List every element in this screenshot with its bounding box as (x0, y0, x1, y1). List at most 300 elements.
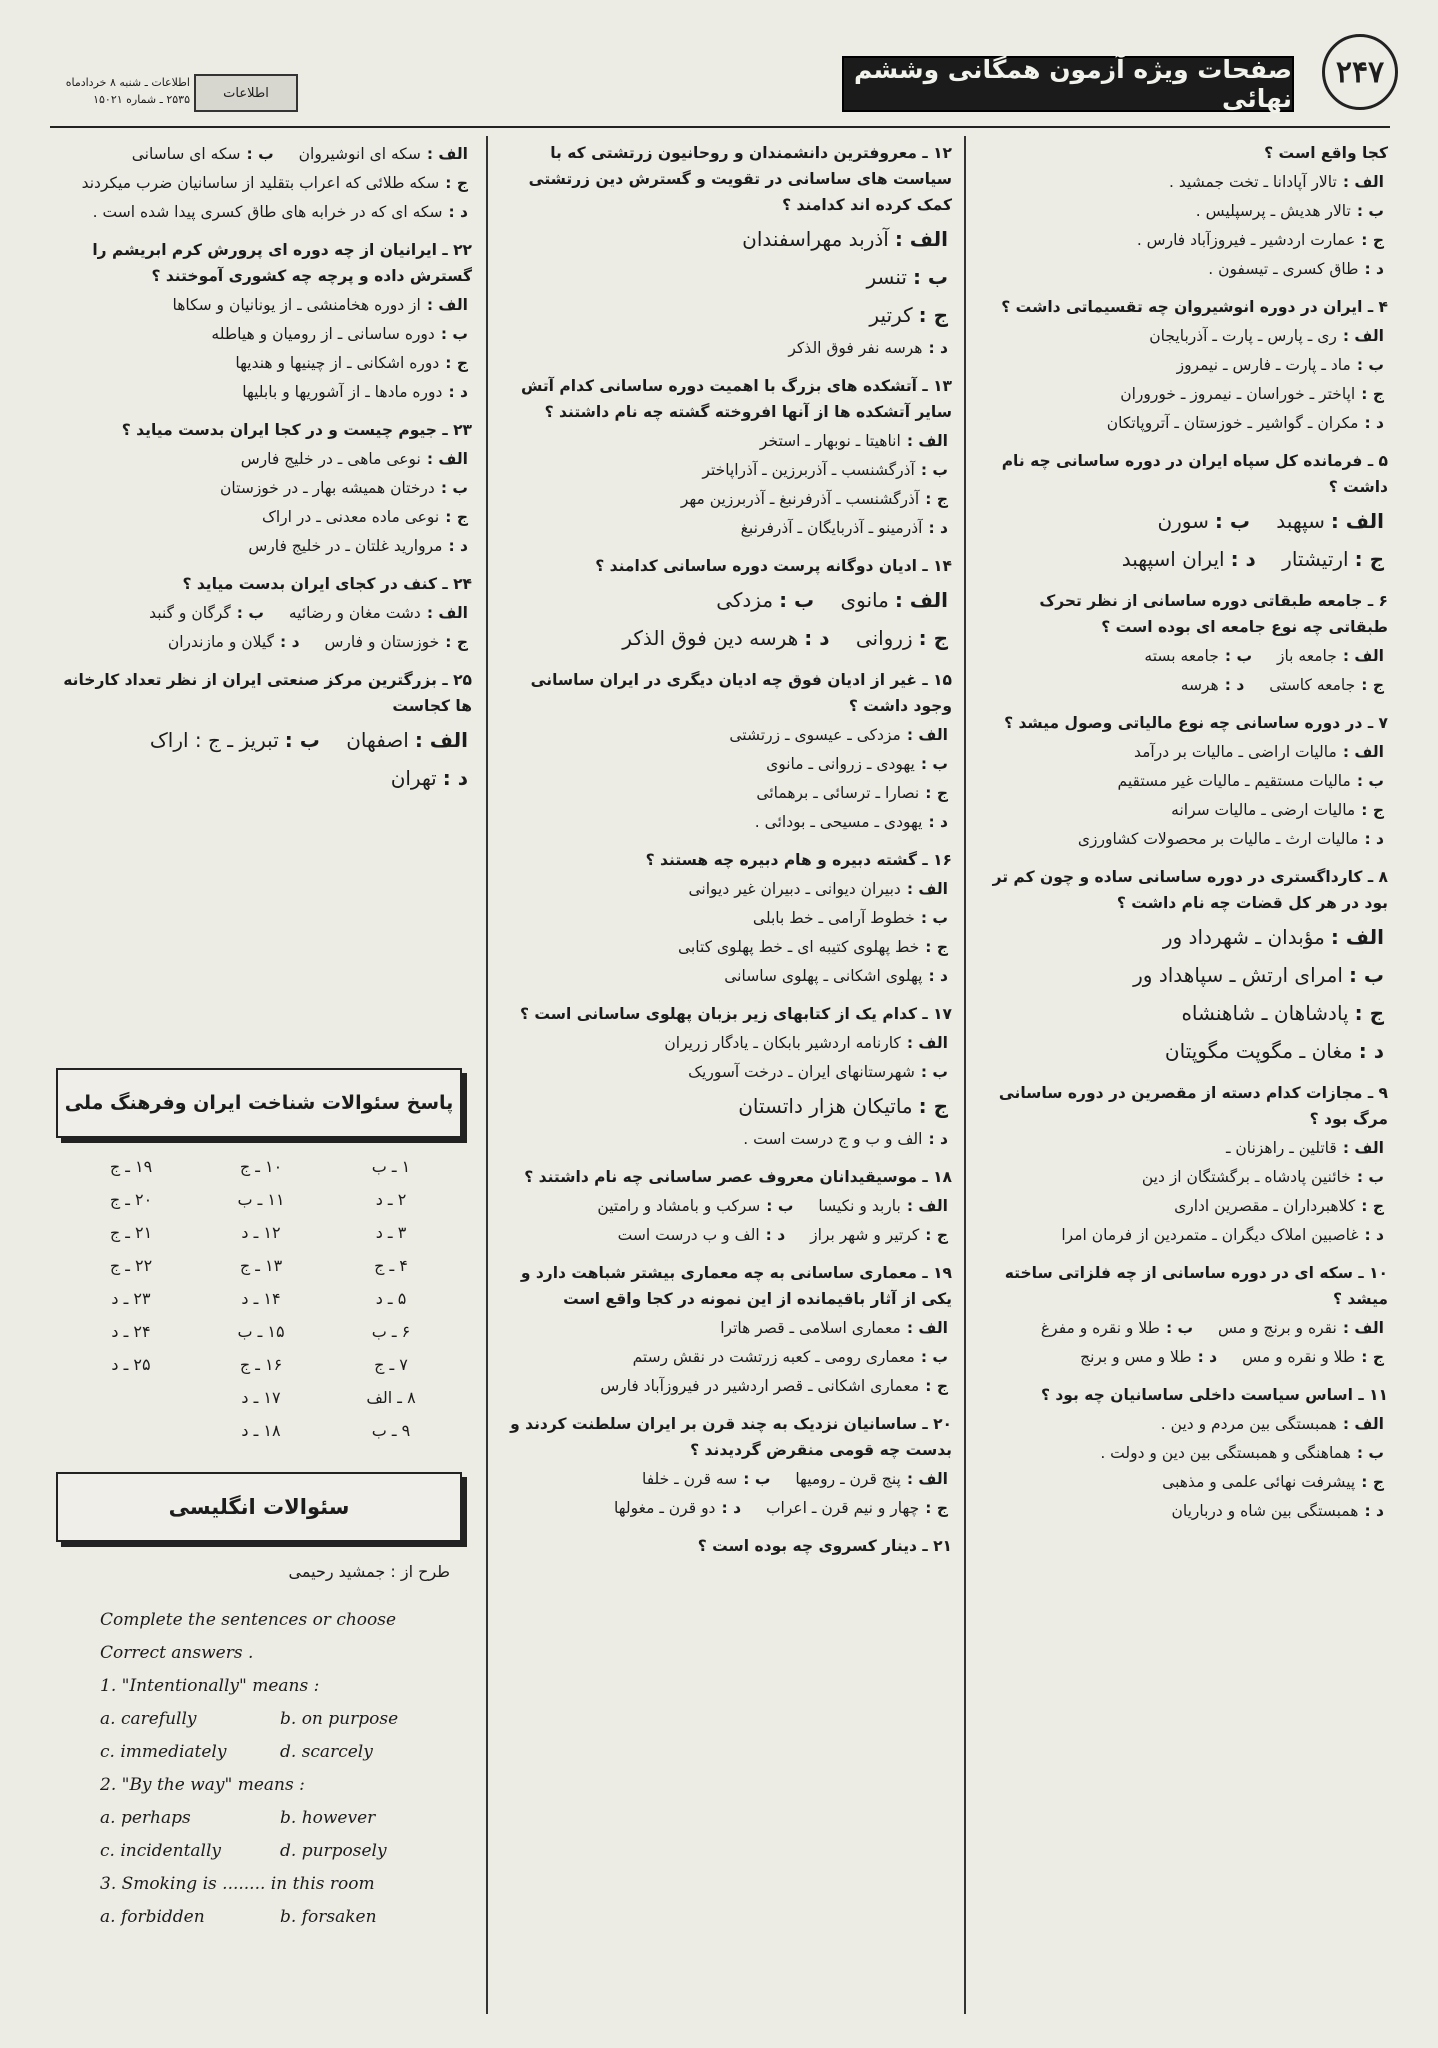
question-text: ۱۰ ـ سکه ای در دوره ساسانی از چه فلزاتی ساخته میشد ؟ (1004, 1264, 1388, 1308)
question-block (500, 1001, 952, 1164)
answer-option-row (976, 1314, 1388, 1343)
option-label: ج : (918, 1094, 948, 1118)
answer-option (976, 1134, 1388, 1163)
option-separator (751, 1499, 756, 1517)
answer-key-item: ۱۹ ـ ج (109, 1157, 153, 1176)
question-text: ۸ ـ کارداگستری در دوره ساسانی ساده و چون کم تر بود در هر کل قضات چه نام داشت ؟ (992, 868, 1388, 912)
option-label: ج : (445, 633, 468, 651)
spacer (500, 1250, 952, 1260)
option-text: عمارت اردشیر ـ فیروزآباد فارس . (1136, 231, 1356, 249)
option-text: شهرستانهای ایران ـ درخت آسوریک (688, 1063, 915, 1081)
option-label: ب : (743, 1470, 771, 1488)
question-text: ۲۲ ـ ایرانیان از چه دوره ای پرورش کرم ابریشم را گسترش داده و پرچه چه کشوری آموختند ؟ (92, 241, 472, 285)
question-text: ۲۴ ـ کنف در کجای ایران بدست میاید ؟ (182, 575, 472, 593)
answer-option (52, 474, 472, 503)
answer-option (976, 168, 1388, 197)
answer-option (500, 962, 952, 991)
option-text: زروانی (855, 626, 913, 650)
column-right (976, 140, 1388, 1536)
option-text: معماری اشکانی ـ قصر اردشیر در فیروزآباد فارس (600, 1377, 920, 1395)
option-label: ب : (1356, 1444, 1384, 1462)
option-label: ج : (445, 174, 468, 192)
question-text: ۲۱ ـ دینار کسروی چه بوده است ؟ (697, 1537, 952, 1555)
option-label: ج : (925, 1226, 948, 1244)
option-text: آذربد مهراسفندان (742, 227, 889, 251)
option-text: یهودی ـ مسیحی ـ بودائی . (754, 813, 923, 831)
english-option: a. perhaps (100, 1808, 191, 1828)
option-label: د : (928, 967, 948, 985)
answer-option (500, 779, 952, 808)
spacer (976, 1372, 1388, 1382)
option-text: طلا و نقره و مس (1242, 1348, 1356, 1366)
spacer (976, 854, 1388, 864)
answer-option (500, 904, 952, 933)
english-option: c. immediately (100, 1742, 227, 1762)
option-label: ب : (440, 479, 468, 497)
option-label: الف : (426, 604, 468, 622)
option-text: مزدکی ـ عیسوی ـ زرتشتی (729, 726, 901, 744)
option-label: الف : (906, 432, 948, 450)
option-text: تنسر (866, 265, 907, 289)
english-option: d. scarcely (280, 1742, 373, 1762)
option-label: د : (1224, 676, 1245, 694)
option-text: جامعه کاستی (1269, 676, 1356, 694)
question-block (976, 294, 1388, 448)
option-label: ب : (1214, 509, 1250, 533)
question-block (976, 588, 1388, 710)
english-instructions: Complete the sentences or choose (100, 1610, 397, 1630)
newspaper-logo: اطلاعات (194, 74, 298, 112)
option-text: الف و ب و ج درست است . (743, 1130, 923, 1148)
question-block (500, 1533, 952, 1571)
option-label: ب : (1356, 1168, 1384, 1186)
question-block (52, 417, 472, 571)
option-text: معماری رومی ـ کعبه زرتشت در نقش رستم (632, 1348, 915, 1366)
option-label: د : (448, 537, 468, 555)
option-separator (1227, 1348, 1232, 1366)
option-label: الف : (426, 145, 468, 163)
option-text: ایران اسپهبد (1121, 547, 1225, 571)
spacer (500, 837, 952, 847)
spacer (976, 700, 1388, 710)
option-label: د : (448, 203, 468, 221)
answer-option (52, 503, 472, 532)
option-label: الف : (906, 1197, 948, 1215)
option-text: الف و ب درست است (617, 1226, 760, 1244)
answer-option (500, 296, 952, 334)
column-rule (486, 136, 488, 2014)
option-label: ج : (1361, 1348, 1384, 1366)
option-separator (1254, 676, 1259, 694)
option-label: الف : (1342, 173, 1384, 191)
option-text: خطوط آرامی ـ خط بابلی (752, 909, 915, 927)
option-label: الف : (414, 728, 468, 752)
answer-option (500, 750, 952, 779)
option-label: د : (765, 1226, 786, 1244)
answer-option (500, 1372, 952, 1401)
spacer (52, 657, 472, 667)
option-label: د : (721, 1499, 742, 1517)
option-text: سکه ای ساسانی (131, 145, 241, 163)
option-text: خط پهلوی کتیبه ای ـ خط پهلوی کتابی (677, 938, 920, 956)
option-label: الف : (1330, 509, 1384, 533)
option-text: نقره و برنج و مس (1218, 1319, 1337, 1337)
option-text: دوره ساسانی ـ از رومیان و هیاطله (211, 325, 435, 343)
question-block (52, 237, 472, 417)
option-text: تالار هدیش ـ پرسپلیس . (1195, 202, 1351, 220)
answer-option-row (52, 628, 472, 657)
spacer (500, 1561, 952, 1571)
option-text: معماری اسلامی ـ قصر هاترا (720, 1319, 901, 1337)
question-block (976, 448, 1388, 588)
option-text: پنج قرن ـ رومیها (795, 1470, 901, 1488)
answer-option (976, 767, 1388, 796)
option-label: ج : (1361, 1197, 1384, 1215)
column-left (52, 140, 472, 807)
spacer (500, 657, 952, 667)
answer-option (500, 1125, 952, 1154)
question-block (500, 140, 952, 373)
option-label: ج : (918, 626, 948, 650)
spacer (500, 991, 952, 1001)
option-text: مکران ـ گواشیر ـ خوزستان ـ آتروپاتکان (1106, 414, 1359, 432)
option-label: د : (928, 1130, 948, 1148)
option-separator (330, 728, 336, 752)
column-rule (964, 136, 966, 2014)
answer-option (500, 456, 952, 485)
answer-key-item: ۱۱ ـ ب (237, 1190, 285, 1209)
answer-key-item: ۱۲ ـ د (241, 1223, 281, 1242)
option-separator (274, 604, 279, 622)
option-label: د : (1364, 830, 1384, 848)
option-text: پیشرفت نهائی علمی و مذهبی (1162, 1473, 1356, 1491)
option-label: ج : (445, 354, 468, 372)
answer-option-row (52, 140, 472, 169)
answer-option-row (500, 1494, 952, 1523)
designer-credit: طرح از : جمشید رحیمی (288, 1562, 450, 1581)
answer-option (976, 1410, 1388, 1439)
option-label: ب : (920, 1348, 948, 1366)
answer-option (500, 933, 952, 962)
option-text: کرتیر و شهر براز (810, 1226, 920, 1244)
option-label: الف : (894, 227, 948, 251)
option-label: ب : (912, 265, 948, 289)
answer-option-row (500, 1465, 952, 1494)
answer-key-item: ۲۴ ـ د (111, 1322, 151, 1341)
answer-option-row (500, 1221, 952, 1250)
question-block (976, 710, 1388, 864)
answer-option-row (500, 619, 952, 657)
option-text: گیلان و مازندران (167, 633, 274, 651)
spacer (52, 407, 472, 417)
option-text: سکه طلائی که اعراب بتقلید از ساسانیان ضرب میکردند (81, 174, 440, 192)
option-text: خوزستان و فارس (324, 633, 440, 651)
question-text: ۱۴ ـ ادیان دوگانه پرست دوره ساسانی کدامند ؟ (595, 557, 952, 575)
option-text: طلا و مس و برنج (1080, 1348, 1192, 1366)
answer-option (976, 796, 1388, 825)
option-text: تهران (390, 766, 437, 790)
option-text: اصفهان (346, 728, 409, 752)
question-text: ۱۹ ـ معماری ساسانی به چه معماری بیشتر شباهت دارد و یکی از آثار باقیمانده از این نمونه در کجا واقع است (520, 1264, 952, 1308)
spacer (500, 543, 952, 553)
spacer (52, 227, 472, 237)
question-text: ۹ ـ مجازات کدام دسته از مقصرین در دوره ساسانی مرگ بود ؟ (998, 1084, 1388, 1128)
option-text: سه قرن ـ خلفا (641, 1470, 738, 1488)
answer-key-title: پاسخ سئوالات شناخت ایران وفرهنگ ملی (56, 1068, 462, 1138)
answer-key-item: ۹ ـ ب (371, 1421, 411, 1440)
option-separator (1262, 647, 1267, 665)
answer-option (52, 532, 472, 561)
section-banner: صفحات ویژه آزمون همگانی وششم نهائی (842, 56, 1294, 112)
option-text: مروارید غلتان ـ در خلیج فارس (248, 537, 443, 555)
answer-key-item: ۴ ـ ج (374, 1256, 408, 1275)
question-block (976, 140, 1388, 294)
answer-option-row (976, 642, 1388, 671)
option-text: دوره مادها ـ از آشوریها و بابلیها (242, 383, 443, 401)
option-text: مالیات مستقیم ـ مالیات غیر مستقیم (1117, 772, 1351, 790)
option-text: از دوره هخامنشی ـ از یونانیان و سکاها (172, 296, 421, 314)
question-block (500, 667, 952, 847)
option-label: ج : (445, 508, 468, 526)
answer-option-row (976, 671, 1388, 700)
question-text: ۱۷ ـ کدام یک از کتابهای زیر بزبان پهلوی ساسانی است ؟ (520, 1005, 952, 1023)
answer-key-item: ۱۴ ـ د (241, 1289, 281, 1308)
option-label: د : (1364, 260, 1384, 278)
answer-option (500, 1314, 952, 1343)
english-question: 3. Smoking is ........ in this room (100, 1874, 375, 1894)
answer-key-item: ۵ ـ د (375, 1289, 407, 1308)
english-instructions: Correct answers . (100, 1643, 254, 1663)
option-label: د : (1358, 1039, 1384, 1063)
option-text: سکه ای انوشیروان (298, 145, 421, 163)
option-text: سپهبد (1276, 509, 1325, 533)
answer-option (976, 226, 1388, 255)
option-text: آذرگشنسب ـ آذربرزین ـ آذراپاختر (702, 461, 915, 479)
question-text: ۵ ـ فرمانده کل سپاه ایران در دوره ساسانی چه نام داشت ؟ (1001, 452, 1388, 496)
option-label: د : (448, 383, 468, 401)
option-label: الف : (906, 880, 948, 898)
option-separator (310, 633, 315, 651)
answer-key-item: ۶ ـ ب (371, 1322, 411, 1341)
option-label: الف : (426, 296, 468, 314)
answer-option (976, 380, 1388, 409)
option-label: ج : (1354, 547, 1384, 571)
option-label: الف : (1330, 925, 1384, 949)
option-separator (1260, 509, 1266, 533)
answer-key-item: ۲۰ ـ ج (109, 1190, 153, 1209)
option-label: ب : (236, 604, 264, 622)
option-label: الف : (906, 1319, 948, 1337)
answer-option (976, 956, 1388, 994)
english-option: b. forsaken (280, 1907, 377, 1927)
answer-option (52, 169, 472, 198)
spacer (500, 1154, 952, 1164)
option-text: ماتیکان هزار داتستان (738, 1094, 913, 1118)
english-questions (100, 1604, 460, 1934)
answer-option (976, 322, 1388, 351)
answer-option (52, 759, 472, 797)
option-label: ج : (1361, 385, 1384, 403)
answer-key-item: ۱ ـ ب (371, 1157, 411, 1176)
answer-option (500, 220, 952, 258)
english-option: c. incidentally (100, 1841, 222, 1861)
option-text: نصارا ـ ترسائی ـ برهمائی (756, 784, 920, 802)
option-text: طلا و نقره و مفرغ (1040, 1319, 1160, 1337)
answer-option-row (52, 599, 472, 628)
answer-option (976, 1439, 1388, 1468)
option-label: ج : (925, 1499, 948, 1517)
option-label: ب : (1165, 1319, 1194, 1337)
option-label: ب : (920, 755, 948, 773)
option-text: دبیران دیوانی ـ دبیران غیر دیوانی (688, 880, 901, 898)
option-text: نوعی ماده معدنی ـ در اراک (262, 508, 440, 526)
option-label: د : (1230, 547, 1256, 571)
spacer (976, 1070, 1388, 1080)
question-block (52, 667, 472, 807)
answer-key-item: ۱۵ ـ ب (237, 1322, 285, 1341)
option-label: د : (804, 626, 830, 650)
option-text: سرکب و بامشاد و رامتین (597, 1197, 761, 1215)
answer-key-column (326, 1150, 456, 1447)
answer-option-row (976, 502, 1388, 540)
option-label: ج : (1361, 801, 1384, 819)
answer-option-row (52, 721, 472, 759)
question-block (976, 1080, 1388, 1260)
option-label: الف : (894, 588, 948, 612)
option-text: مغان ـ مگوپت مگوپتان (1164, 1039, 1353, 1063)
question-block (52, 571, 472, 667)
option-text: درختان همیشه بهار ـ در خوزستان (220, 479, 435, 497)
question-block (976, 864, 1388, 1080)
column-middle (500, 140, 952, 1571)
answer-option (500, 1087, 952, 1125)
answer-option (976, 1468, 1388, 1497)
option-separator (1266, 547, 1272, 571)
english-option: b. however (280, 1808, 376, 1828)
option-label: ج : (925, 490, 948, 508)
spacer (976, 438, 1388, 448)
option-label: ب : (1348, 963, 1384, 987)
answer-option (976, 1192, 1388, 1221)
answer-option-row (976, 1343, 1388, 1372)
answer-option-row (976, 540, 1388, 578)
option-text: اناهیتا ـ نوبهار ـ استخر (759, 432, 901, 450)
option-label: الف : (906, 726, 948, 744)
answer-key-item: ۱۳ ـ ج (239, 1256, 283, 1275)
header-rule (50, 126, 1390, 128)
option-label: ج : (1361, 1473, 1384, 1491)
option-label: د : (442, 766, 468, 790)
option-text: نوعی ماهی ـ در خلیج فارس (240, 450, 421, 468)
option-text: هرسه دین فوق الذکر (622, 626, 799, 650)
option-separator (1203, 1319, 1208, 1337)
answer-option (500, 1343, 952, 1372)
english-option: d. purposely (280, 1841, 387, 1861)
question-block (500, 373, 952, 553)
option-text: کلاهبرداران ـ مقصرین اداری (1174, 1197, 1356, 1215)
answer-key-item: ۱۸ ـ د (241, 1421, 281, 1440)
answer-key-item: ۷ ـ ج (374, 1355, 408, 1374)
answer-key-item: ۲۳ ـ د (111, 1289, 151, 1308)
option-label: ب : (779, 588, 815, 612)
option-label: ب : (1356, 772, 1384, 790)
answer-option-row (500, 1192, 952, 1221)
spacer (976, 578, 1388, 588)
option-label: ج : (925, 1377, 948, 1395)
answer-key-item: ۲۵ ـ د (111, 1355, 151, 1374)
option-label: ج : (918, 303, 948, 327)
option-label: الف : (1342, 327, 1384, 345)
option-label: الف : (1342, 1415, 1384, 1433)
answer-option (52, 445, 472, 474)
option-text: غاصبین املاک دیگران ـ متمردین از فرمان امرا (1061, 1226, 1359, 1244)
option-label: ب : (284, 728, 320, 752)
option-label: د : (1197, 1348, 1218, 1366)
english-option: a. carefully (100, 1709, 197, 1729)
option-text: جامعه بسته (1144, 647, 1219, 665)
option-label: ج : (1361, 676, 1384, 694)
option-text: پهلوی اشکانی ـ پهلوی ساسانی (724, 967, 923, 985)
option-label: الف : (1342, 743, 1384, 761)
answer-key-item: ۱۰ ـ ج (239, 1157, 283, 1176)
answer-option (500, 514, 952, 543)
question-text: ۱۲ ـ معروفترین دانشمندان و روحانیون زرتشتی که با سیاست های ساسانی در تقویت و گسترش دین زرتشتی کمک کرده اند کدامند ؟ (528, 144, 952, 214)
option-text: خائنین پادشاه ـ برگشتگان از دین (1141, 1168, 1351, 1186)
answer-option (52, 291, 472, 320)
option-label: الف : (906, 1470, 948, 1488)
option-label: ب : (1224, 647, 1253, 665)
answer-option (500, 808, 952, 837)
option-text: کرتیر (869, 303, 913, 327)
answer-key-column (66, 1150, 196, 1447)
question-text: ۲۵ ـ بزرگترین مرکز صنعتی ایران از نظر تعداد کارخانه ها کجاست (63, 671, 472, 715)
spacer (52, 797, 472, 807)
option-label: د : (280, 633, 300, 651)
answer-option (976, 351, 1388, 380)
option-text: مالیات ارث ـ مالیات بر محصولات کشاورزی (1077, 830, 1359, 848)
option-text: مالیات اراضی ـ مالیات بر درآمد (1133, 743, 1337, 761)
option-label: د : (928, 813, 948, 831)
option-label: د : (1364, 1502, 1384, 1520)
option-text: طاق کسری ـ تیسفون . (1208, 260, 1359, 278)
option-separator (780, 1470, 785, 1488)
answer-option (500, 721, 952, 750)
option-text: مانوی (840, 588, 889, 612)
option-label: ب : (440, 325, 468, 343)
option-text: آذرمینو ـ آذربایگان ـ آذرفرنبغ (740, 519, 923, 537)
option-label: ج : (925, 784, 948, 802)
option-separator (284, 145, 289, 163)
answer-option (500, 485, 952, 514)
answer-key-item: ۲۲ ـ ج (109, 1256, 153, 1275)
question-text: ۱۳ ـ آتشکده های بزرگ با اهمیت دوره ساسانی کدام آتش سایر آتشکده ها از آنها افروخته گشته چه نام داشتند ؟ (520, 377, 952, 421)
option-label: الف : (906, 1034, 948, 1052)
answer-option (976, 1032, 1388, 1070)
answer-key-item: ۸ ـ الف (366, 1388, 416, 1407)
option-separator (824, 588, 830, 612)
option-text: مالیات ارضی ـ مالیات سرانه (1171, 801, 1356, 819)
option-label: ب : (1356, 202, 1384, 220)
english-question: 2. "By the way" means : (100, 1775, 305, 1795)
question-block (976, 1382, 1388, 1536)
option-label: ج : (925, 938, 948, 956)
answer-key-grid (66, 1150, 456, 1447)
answer-option (500, 875, 952, 904)
option-label: ب : (920, 1063, 948, 1081)
option-text: چهار و نیم قرن ـ اعراب (765, 1499, 920, 1517)
question-text: ۲۰ ـ ساسانیان نزدیک به چند قرن بر ایران سلطنت کردند و بدست چه قومی منقرض گردیدند ؟ (510, 1415, 952, 1459)
option-label: الف : (1342, 1139, 1384, 1157)
